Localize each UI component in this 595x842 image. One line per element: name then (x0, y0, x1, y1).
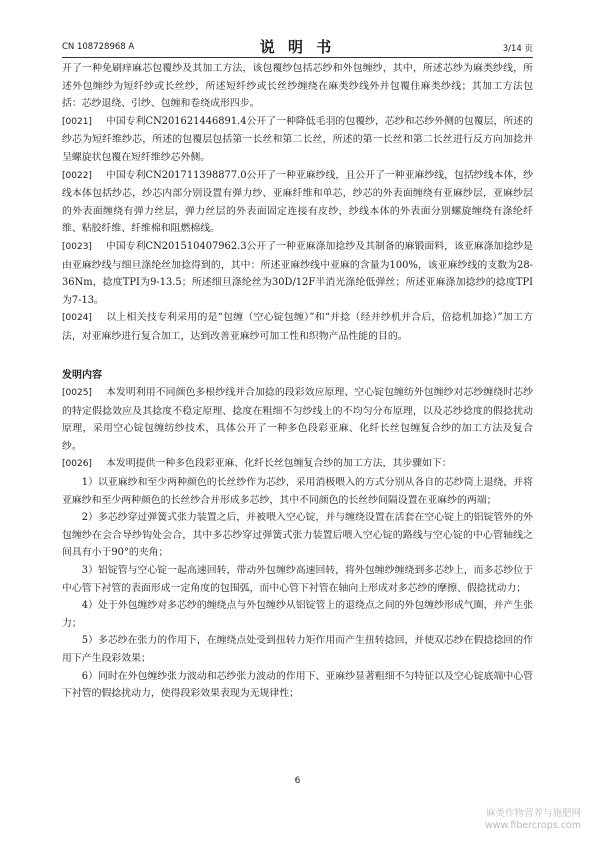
paragraph-number: [0025] (62, 388, 92, 399)
paragraph-text: 中国专利CN201621446891.4公开了一种降低毛羽的包覆纱，芯纱和芯纱外侧的包覆层，所述的纱芯为短纤维纱芯，所述的包覆层包括第一长丝和第二长丝，所述的第一长丝和第二长丝进行反方向加捻并呈螺旋状包覆在短纤维纱芯外侧。 (62, 115, 533, 163)
paragraph-text: 中国专利CN201510407962.3公开了一种亚麻涤加捻纱及其制备的麻锻面料，该亚麻涤加捻纱是由亚麻纱线与细旦涤纶丝加捻得到的，其中：所述亚麻纱线中亚麻的含量为100%，该亚麻纱线的支数为28-36Nm，捻度TPI为9-13.5；所述细旦涤纶丝为30D/12F半消光涤纶低弹丝；所述亚麻涤加捻纱的捻度TPI为7-13。 (62, 240, 533, 306)
paragraph-number: [0021] (62, 116, 92, 127)
paragraph-text: 中国专利CN201711398877.0公开了一种亚麻纱线，且公开了一种亚麻纱线，包括纱线本体，纱线本体包括纱芯，纱芯内部分别设置有弹力纱、亚麻纤维和单芯，纱芯的外表面缠绕有亚麻纱层，亚麻纱层的外表面缠绕有弹力丝层，弹力丝层的外表面固定连接有皮纱，纱线本体的外表面分别螺旋缠绕有涤纶纤维、粘胶纤维、纤维棉和阻燃棉线。 (62, 169, 533, 235)
watermark-site-name: 麻类作物营养与施肥网 (485, 808, 581, 819)
paragraph-text: 本发明利用不同颜色多根纱线并合加捻的段彩效应原理、空心锭包缠纺外包缠纱对芯纱缠绕时芯纱的特定假捻效应及其捻度不稳定原理、捻度在粗细不匀纱线上的不均匀分布原理，以及芯纱捻度的假捻扰动原理，采用空心锭包缠纺纱技术，具体公开了一种多色段彩亚麻、化纤长丝包缠复合纱的加工方法及复合纱。 (62, 387, 533, 452)
paragraph-0022 (62, 167, 533, 238)
paragraph-number: [0024] (62, 313, 92, 324)
step-4: 4）处于外包缠纱对多芯纱的缠绕点与外包缠纱从铝锭管上的退绕点之间的外包缠纱形成气圈，并产生张力； (62, 600, 533, 629)
paragraph-text: 本发明提供一种多色段彩亚麻、化纤长丝包缠复合纱的加工方法，其步骤如下： (106, 458, 452, 470)
document-title: 说 明 书 (259, 38, 336, 56)
paragraph-text: 开了一种免刷痒麻芯包覆纱及其加工方法，该包覆纱包括芯纱和外包缠纱，其中，所述芯纱为麻类纱线，所述外包缠纱为短纤纱或长丝纱，所述短纤纱或长丝纱缠绕在麻类纱线外并包覆住麻类纱线；其加工方法包括：芯纱退绕、引纱、包缠和卷绕成形四步。 (62, 63, 533, 110)
watermark-url: www.fibercrops.com (484, 820, 581, 831)
document-body (62, 60, 533, 703)
paragraph-number: [0026] (62, 459, 92, 470)
paragraph-0021 (62, 113, 533, 167)
paragraph-number: [0023] (62, 241, 92, 252)
paragraph-continued (62, 60, 533, 113)
paragraph-0024 (62, 309, 533, 345)
paragraph-0023 (62, 238, 533, 309)
page-indicator: 3/14 页 (502, 44, 533, 54)
step-2: 2）多芯纱穿过弹簧式张力装置之后，并被喂入空心锭，并与缠绕设置在活套在空心锭上的铝锭管外的外包缠纱在会合导纱钩处会合，其中多芯纱穿过弹簧式张力装置后喂入空心锭的路线与空心锭的中心管轴线之间具有小于90°的夹角； (62, 512, 533, 559)
paragraph-0026 (62, 455, 533, 474)
patent-number: CN 108728968 A (62, 42, 135, 52)
header-rule (62, 57, 533, 58)
section-title: 发明内容 (62, 369, 102, 381)
paragraph-0025 (62, 384, 533, 455)
step-1: 1）以亚麻纱和至少两种颜色的长丝纱作为芯纱，采用消极喂入的方式分别从各自的芯纱筒上退绕，并将亚麻纱和至少两种颜色的长丝纱合并形成多芯纱，其中不同颜色的长丝纱间隔设置在亚麻纱的两端； (62, 477, 533, 506)
paragraph-number: [0022] (62, 170, 92, 181)
page-header (62, 36, 533, 56)
step-5: 5）多芯纱在张力的作用下，在缠绕点处受到扭转力矩作用而产生扭转捻回，并使双芯纱在假捻捻回的作用下产生段彩效果； (62, 635, 533, 664)
paragraph-text: 以上相关技专利采用的是“包缠（空心锭包缠）”和“并捻（经并纱机并合后，倍捻机加捻）”加工方法，对亚麻纱进行复合加工，达到改善亚麻纱可加工性和织物产品性能的目的。 (62, 312, 533, 342)
step-3: 3）铝锭管与空心锭一起高速回转，带动外包缠纱高速回转，将外包缠纱缠绕到多芯纱上，而多芯纱位于中心管下衬管的表面形成一定角度的包围弧，而中心管下衬管在轴向上形成对多芯纱的摩擦、假捻扰动力； (62, 565, 533, 594)
page-number: 6 (294, 776, 301, 786)
watermark (485, 808, 581, 832)
step-6: 6）同时在外包缠纱张力波动和芯纱张力波动的作用下、亚麻纱显著粗细不匀特征以及空心锭底端中心管下衬管的假捻扰动力，使得段彩效果表现为无规律性； (62, 670, 533, 700)
